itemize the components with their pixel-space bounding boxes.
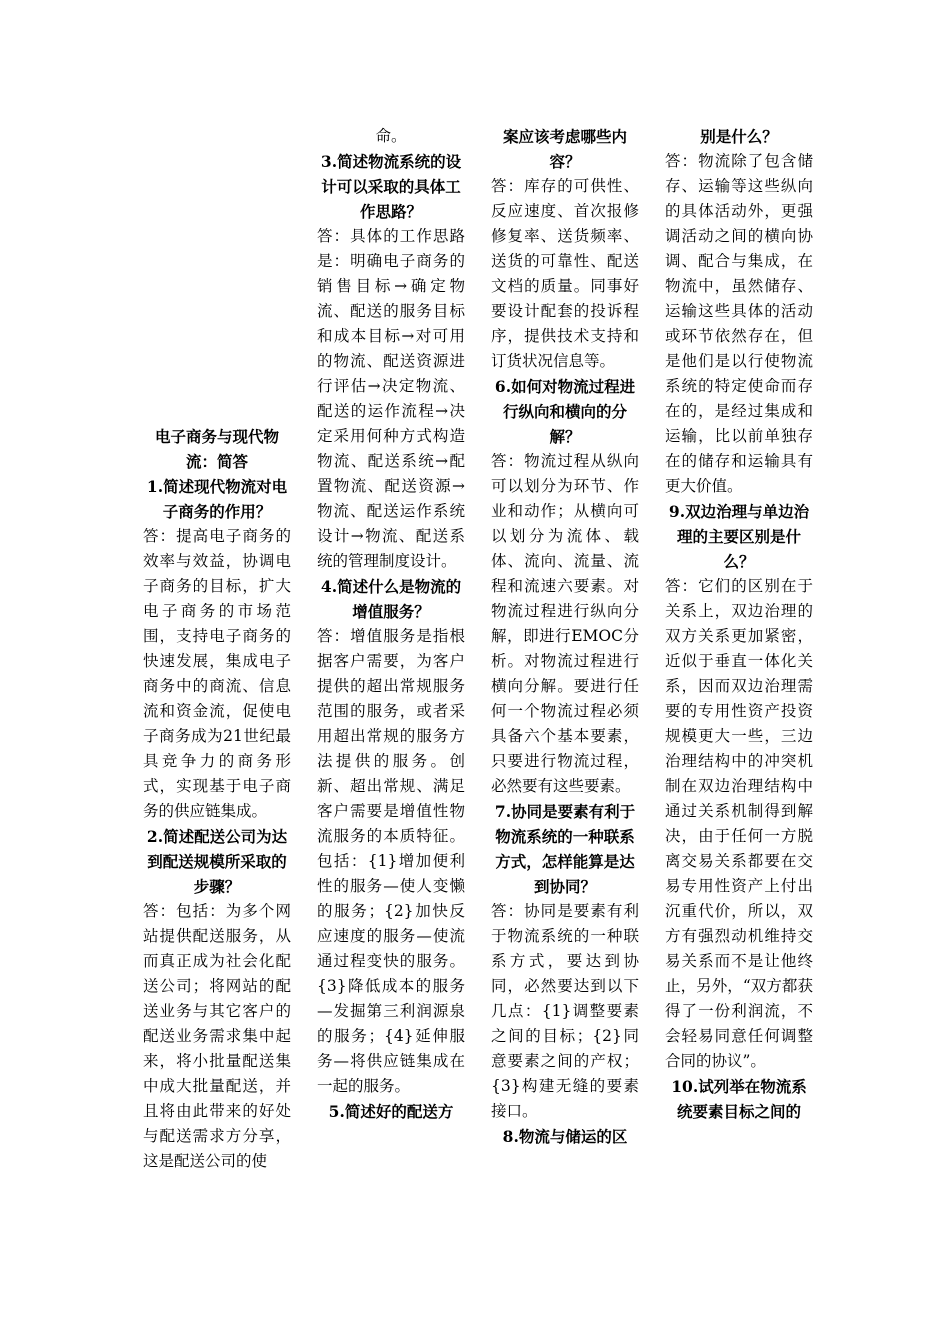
question-heading-continuation: 别是什么？: [700, 127, 778, 146]
answer-paragraph: 答：具体的工作思路是：明确电子商务的销售目标→确定物流、配送的服务目标和成本目标→对可用的物流、配送资源进行评估→决定物流、配送的运作流程→决定采用何种方式构造物流、配送系统→配置物流、配送资源→物流、配送运作系统设计→物流、配送系统的管理制度设计。: [317, 227, 465, 570]
answer-paragraph: 答：物流除了包含储存、运输等这些纵向的具体活动外，更强调活动之间的横向协调、配合与集成，在物流中，虽然储存、运输这些具体的活动或环节依然存在，但是他们是以行使物流系统的特定使命而存在的，是经过集成和运输，比以前单独存在的储存和运输具有更大价值。: [665, 152, 813, 495]
text-column-4: [665, 124, 813, 1124]
question-heading: 6.如何对物流过程进行纵向和横向的分解？: [494, 377, 636, 446]
text-column-1: [143, 424, 291, 1174]
question-heading: 2.简述配送公司为达到配送规模所采取的步骤？: [146, 827, 288, 896]
answer-paragraph: 答：包括：为多个网站提供配送服务，从而真正成为社会化配送公司；将网站的配送业务与其它客户的配送业务需求集中起来，将小批量配送集中成大批量配送，并且将由此带来的好处与配送需求方分享，这是配送公司的使: [143, 902, 291, 1170]
answer-continuation: 命。: [375, 127, 407, 145]
answer-paragraph: 答：增值服务是指根据客户需要，为客户提供的超出常规服务范围的服务，或者采用超出常规的服务方法提供的服务。创新、超出常规、满足客户需要是增值性物流服务的本质特征。包括：{1}增加便利性的服务—使人变懒的服务；{2}加快反应速度的服务—使流通过程变快的服务。{3}降低成本的服务—发掘第三利润源泉的服务；{4}延伸服务—将供应链集成在一起的服务。: [317, 627, 465, 1095]
answer-paragraph: 答：库存的可供性、反应速度、首次报修修复率、送货频率、送货的可靠性、配送文档的质量。同事好要设计配套的投诉程序，提供技术支持和订货状况信息等。: [491, 177, 639, 370]
question-heading: 9.双边治理与单边治理的主要区别是什么？: [668, 502, 810, 571]
document-title: 电子商务与现代物流：简答: [154, 427, 279, 471]
text-column-2: [317, 124, 465, 1124]
answer-paragraph: 答：协同是要素有利于物流系统的一种联系方式，要达到协同，必然要达到以下几点：{1}调整要素之间的目标；{2}同意要素之间的产权；{3}构建无缝的要素接口。: [491, 902, 639, 1120]
question-heading: 5.简述好的配送方: [328, 1102, 454, 1121]
answer-paragraph: 答：它们的区别在于关系上，双边治理的双方关系更加紧密，近似于垂直一体化关系，因而双边治理需要的专用性资产投资规模更大一些，三边治理结构中的冲突机制在双边治理结构中通过关系机制得到解决，由于任何一方脱离交易关系都要在交易专用性资产上付出沉重代价，所以，双方有强烈动机维持交易关系而不是让他终止，另外，“双方都获得了一份利润流，不会轻易同意任何调整合同的协议”。: [665, 577, 813, 1070]
question-heading: 1.简述现代物流对电子商务的作用？: [146, 477, 288, 521]
answer-paragraph: 答：提高电子商务的效率与效益，协调电子商务的目标，扩大电子商务的市场范围，支持电子商务的快速发展，集成电子商务中的商流、信息流和资金流，促使电子商务成为21世纪最具竞争力的商务形式，实现基于电子商务的供应链集成。: [143, 527, 291, 820]
question-heading: 8.物流与储运的区: [502, 1127, 628, 1146]
question-heading-continuation: 案应该考虑哪些内容？: [502, 127, 627, 171]
question-heading: 10.试列举在物流系统要素目标之间的: [671, 1077, 807, 1121]
text-column-3: [491, 124, 639, 1149]
answer-paragraph: 答：物流过程从纵向可以划分为环节、作业和动作；从横向可以划分为流体、载体、流向、流量、流程和流速六要素。对物流过程进行纵向分解，即进行EMOC分析。对物流过程进行横向分解。要进行任何一个物流过程必须具备六个基本要素，只要进行物流过程，必然要有这些要素。: [491, 452, 639, 795]
question-heading: 4.简述什么是物流的增值服务？: [320, 577, 462, 621]
question-heading: 3.简述物流系统的设计可以采取的具体工作思路？: [320, 152, 462, 221]
question-heading: 7.协同是要素有利于物流系统的一种联系方式，怎样能算是达到协同？: [494, 802, 636, 896]
